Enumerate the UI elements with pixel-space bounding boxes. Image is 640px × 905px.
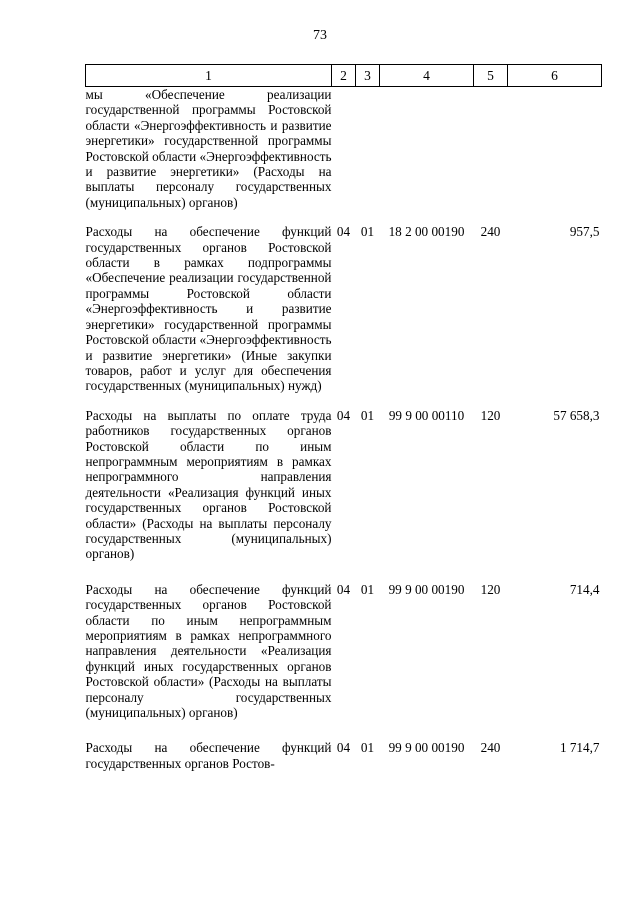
table-row [86,224,602,393]
table-row [86,582,602,721]
row-expense-type: 240 [480,740,501,756]
row-description: Расходы на обеспечение функций государственных органов Ростовской области по иным непрограммным мероприятиям в рамках непрограммного направления деятельности «Реализация функций иных государственных органов Ростовской области» (Расходы на выплаты персоналу государственных (муниципальных) органов) [85,581,332,721]
row-description: Расходы на обеспечение функций государственных органов Ростовской области в рамках подпрограммы «Обеспечение реализации государственной программы Ростовской области «Энергоэффективность и развитие энергетики» государственной программы Ростовской области «Энергоэффективность и развитие энергетики» (Иные закупки товаров, работ и услуг для обеспечения государственных (муниципальных) нужд) [85,224,332,394]
row-section: 04 [336,581,351,597]
table-header-row [86,65,602,87]
row-amount: 1 714,7 [559,740,600,756]
table-row [86,740,602,771]
table-row [86,408,602,562]
row-amount: 57 658,3 [553,407,600,423]
row-expense-type: 120 [480,407,501,423]
row-spacer [86,210,602,224]
page-number: 73 [313,28,327,43]
header-col-3: 3 [356,65,380,87]
row-description: Расходы на обеспечение функций государственных органов Ростов- [85,740,332,771]
row-description: мы «Обеспечение реализации государственной программы Ростовской области «Энергоэффективность и развитие энергетики» государственной программы Ростовской области «Энергоэффективность и развитие энергетики» (Расходы на выплаты персоналу государственных (муниципальных) органов) [85,87,332,210]
row-expense-type: 240 [480,224,501,240]
row-target-article [380,87,474,211]
row-target-article: 99 9 00 00190 [388,581,465,597]
row-section [332,87,356,211]
row-spacer [86,562,602,582]
row-spacer [86,394,602,408]
row-target-article: 18 2 00 00190 [388,224,465,240]
row-subsection: 01 [360,224,375,240]
row-amount: 957,5 [569,224,600,240]
header-col-5: 5 [474,65,508,87]
row-section: 04 [336,224,351,240]
header-col-4: 4 [380,65,474,87]
header-col-1: 1 [86,65,332,87]
header-col-6: 6 [508,65,602,87]
row-target-article: 99 9 00 00110 [388,407,465,423]
budget-table [85,64,602,771]
row-expense-type: 120 [480,581,501,597]
row-subsection: 01 [360,740,375,756]
row-description: Расходы на выплаты по оплате труда работников государственных органов Ростовской области по иным непрограммным мероприятиям в рамках непрограммного направления деятельности «Реализация функций иных государственных органов Ростовской области» (Расходы на выплаты персоналу государственных (муниципальных) органов) [85,407,332,562]
table-row [86,87,602,211]
row-subsection: 01 [360,407,375,423]
row-amount [508,87,602,211]
row-spacer [86,720,602,740]
row-subsection [356,87,380,211]
row-subsection: 01 [360,581,375,597]
row-target-article: 99 9 00 00190 [388,740,465,756]
header-col-2: 2 [332,65,356,87]
row-section: 04 [336,740,351,756]
row-section: 04 [336,407,351,423]
row-amount: 714,4 [569,581,600,597]
row-expense-type [474,87,508,211]
